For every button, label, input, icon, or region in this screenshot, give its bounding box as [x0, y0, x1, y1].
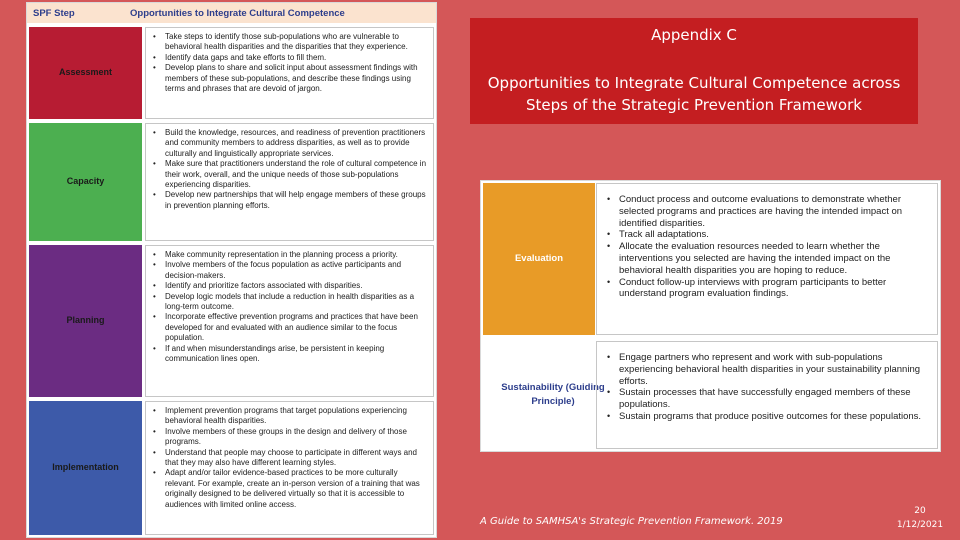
list-item: • If and when misunderstandings arise, be persistent in keeping communication lines open.	[165, 344, 427, 365]
step-content-implementation	[145, 401, 434, 535]
step-label-sustainability: Sustainability (Guiding Principle)	[483, 341, 623, 449]
list-item: • Implement prevention programs that target populations experiencing behavioral health disparities.	[165, 406, 427, 427]
slide-date: 1/12/2021	[896, 520, 944, 530]
row-capacity	[27, 121, 436, 243]
list-item: • Develop new partnerships that will help engage members of these groups in prevention planning efforts.	[165, 190, 427, 211]
row-sustainability	[483, 341, 938, 449]
header-opportunities: Opportunities to Integrate Cultural Competence	[130, 8, 345, 19]
slide-title: Opportunities to Integrate Cultural Competence across Steps of the Strategic Prevention Framework	[487, 74, 901, 114]
source-citation: A Guide to SAMHSA's Strategic Prevention Framework. 2019	[480, 516, 783, 527]
step-content-sustainability	[596, 341, 938, 449]
step-content-planning	[145, 245, 434, 397]
list-item: • Incorporate effective prevention programs and practices that have been developed for and evaluated with an audience similar to the focus population.	[165, 312, 427, 343]
step-content-evaluation	[596, 183, 938, 335]
list-item: • Make community representation in the planning process a priority.	[165, 250, 427, 260]
step-label-implementation: Implementation	[29, 401, 142, 535]
list-item: • Identify data gaps and take efforts to fill them.	[165, 53, 427, 63]
spf-steps-table	[26, 2, 437, 538]
list-item: • Conduct process and outcome evaluations to demonstrate whether selected programs and practices are having the intended impact on identified disparities.	[619, 194, 929, 229]
list-item: • Engage partners who represent and work with sub-populations experiencing behavioral health disparities in your sustainability planning efforts.	[619, 352, 929, 387]
list-item: • Involve members of these groups in the design and delivery of those programs.	[165, 427, 427, 448]
list-item: • Take steps to identify those sub-populations who are vulnerable to behavioral health disparities and the disparities that they experience.	[165, 32, 427, 53]
evaluation-sustainability-table	[480, 180, 941, 452]
page-number: 20	[914, 506, 926, 516]
slide-title-box	[470, 18, 918, 124]
list-item: • Develop plans to share and solicit input about assessment findings with members of these sub-populations, and describe these findings using terms and phrases that are devoid of jargon.	[165, 63, 427, 94]
list-item: • Understand that people may choose to participate in different ways and that they may also have different learning styles.	[165, 448, 427, 469]
list-item: • Identify and prioritize factors associated with disparities.	[165, 281, 427, 291]
table-header	[27, 3, 436, 23]
step-content-assessment	[145, 27, 434, 119]
list-item: • Involve members of the focus population as active participants and decision-makers.	[165, 260, 427, 281]
step-label-assessment: Assessment	[29, 27, 142, 119]
step-label-evaluation: Evaluation	[483, 183, 595, 335]
step-content-capacity	[145, 123, 434, 241]
appendix-label: Appendix C	[651, 26, 737, 44]
page-footer	[880, 504, 960, 532]
row-planning	[27, 243, 436, 399]
row-assessment	[27, 25, 436, 121]
list-item: • Allocate the evaluation resources needed to learn whether the interventions you selected are having the intended impact on the behavioral health disparities you are hoping to reduce.	[619, 241, 929, 276]
list-item: • Adapt and/or tailor evidence-based practices to be more culturally relevant. For example, create an in-person version of a training that was originally designed to be delivered virtually so that it is accessible to audiences with limited online access.	[165, 468, 427, 510]
row-implementation	[27, 399, 436, 537]
list-item: • Track all adaptations.	[619, 229, 929, 241]
list-item: • Sustain programs that produce positive outcomes for these populations.	[619, 411, 929, 423]
header-spf-step: SPF Step	[33, 8, 75, 19]
row-evaluation	[483, 183, 938, 335]
list-item: • Develop logic models that include a reduction in health disparities as a long-term outcome.	[165, 292, 427, 313]
list-item: • Conduct follow-up interviews with program participants to better understand program evaluation findings.	[619, 277, 929, 301]
step-label-planning: Planning	[29, 245, 142, 397]
list-item: • Sustain processes that have successfully engaged members of these populations.	[619, 387, 929, 411]
step-label-capacity: Capacity	[29, 123, 142, 241]
list-item: • Make sure that practitioners understand the role of cultural competence in their work, overall, and the unique needs of those sub-populations experiencing disparities.	[165, 159, 427, 190]
list-item: • Build the knowledge, resources, and readiness of prevention practitioners and community members to address disparities, as well as to provide culturally and linguistically appropriate services.	[165, 128, 427, 159]
